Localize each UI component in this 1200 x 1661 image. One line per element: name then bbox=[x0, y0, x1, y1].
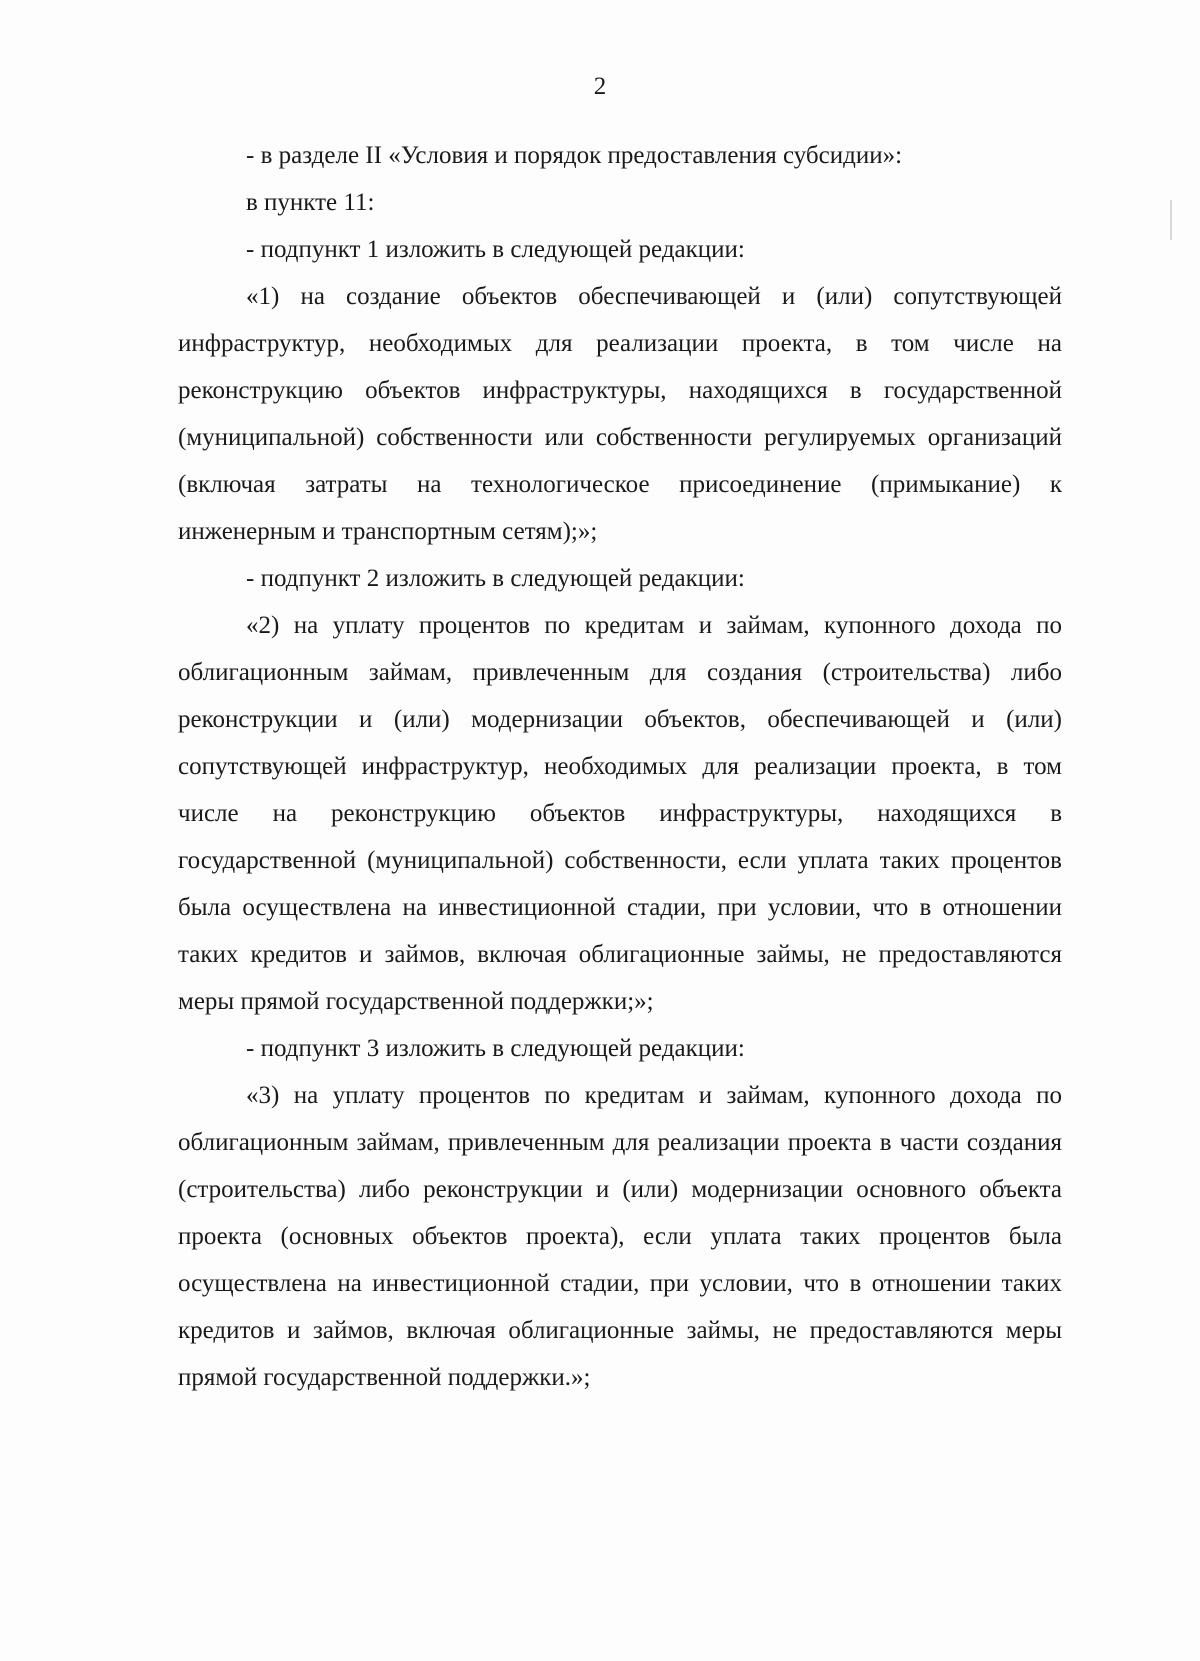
scan-artifact-line bbox=[1170, 200, 1172, 240]
page-number: 2 bbox=[593, 73, 607, 100]
subclause-2-intro: - подпункт 2 изложить в следующей редакции: bbox=[246, 565, 745, 592]
subclause-1-intro: - подпункт 1 изложить в следующей редакции: bbox=[246, 236, 745, 263]
subclause-3-intro: - подпункт 3 изложить в следующей редакции: bbox=[246, 1035, 745, 1062]
clause-reference: в пункте 11: bbox=[246, 189, 375, 216]
subclause-3-text: «3) на уплату процентов по кредитам и займам, купонного дохода по облигационным займам, привлеченным для реализации проекта в части создания (строительства) либо реконструкции и (или) модернизации основного объекта проекта (основных объектов проекта), если уплата таких процентов была осуществлена на инвестиционной стадии, при условии, что в отношении таких кредитов и займов, включая облигационные займы, не предоставляются меры прямой государственной поддержки.»; bbox=[178, 1082, 1062, 1391]
subclause-1-text: «1) на создание объектов обеспечивающей и (или) сопутствующей инфраструктур, необходимых для реализации проекта, в том числе на реконструкцию объектов инфраструктуры, находящихся в государственной (муниципальной) собственности или собственности регулируемых организаций (включая затраты на технологическое присоединение (примыкание) к инженерным и транспортным сетям);»; bbox=[178, 283, 1062, 545]
section-intro-line: - в разделе II «Условия и порядок предоставления субсидии»: bbox=[246, 142, 903, 169]
document-body bbox=[178, 132, 1062, 1401]
subclause-2-text: «2) на уплату процентов по кредитам и займам, купонного дохода по облигационным займам, привлеченным для создания (строительства) либо реконструкции и (или) модернизации объектов, обеспечивающей и (или) сопутствующей инфраструктур, необходимых для реализации проекта, в том числе на реконструкцию объектов инфраструктуры, находящихся в государственной (муниципальной) собственности, если уплата таких процентов была осуществлена на инвестиционной стадии, при условии, что в отношении таких кредитов и займов, включая облигационные займы, не предоставляются меры прямой государственной поддержки;»; bbox=[178, 612, 1062, 1015]
